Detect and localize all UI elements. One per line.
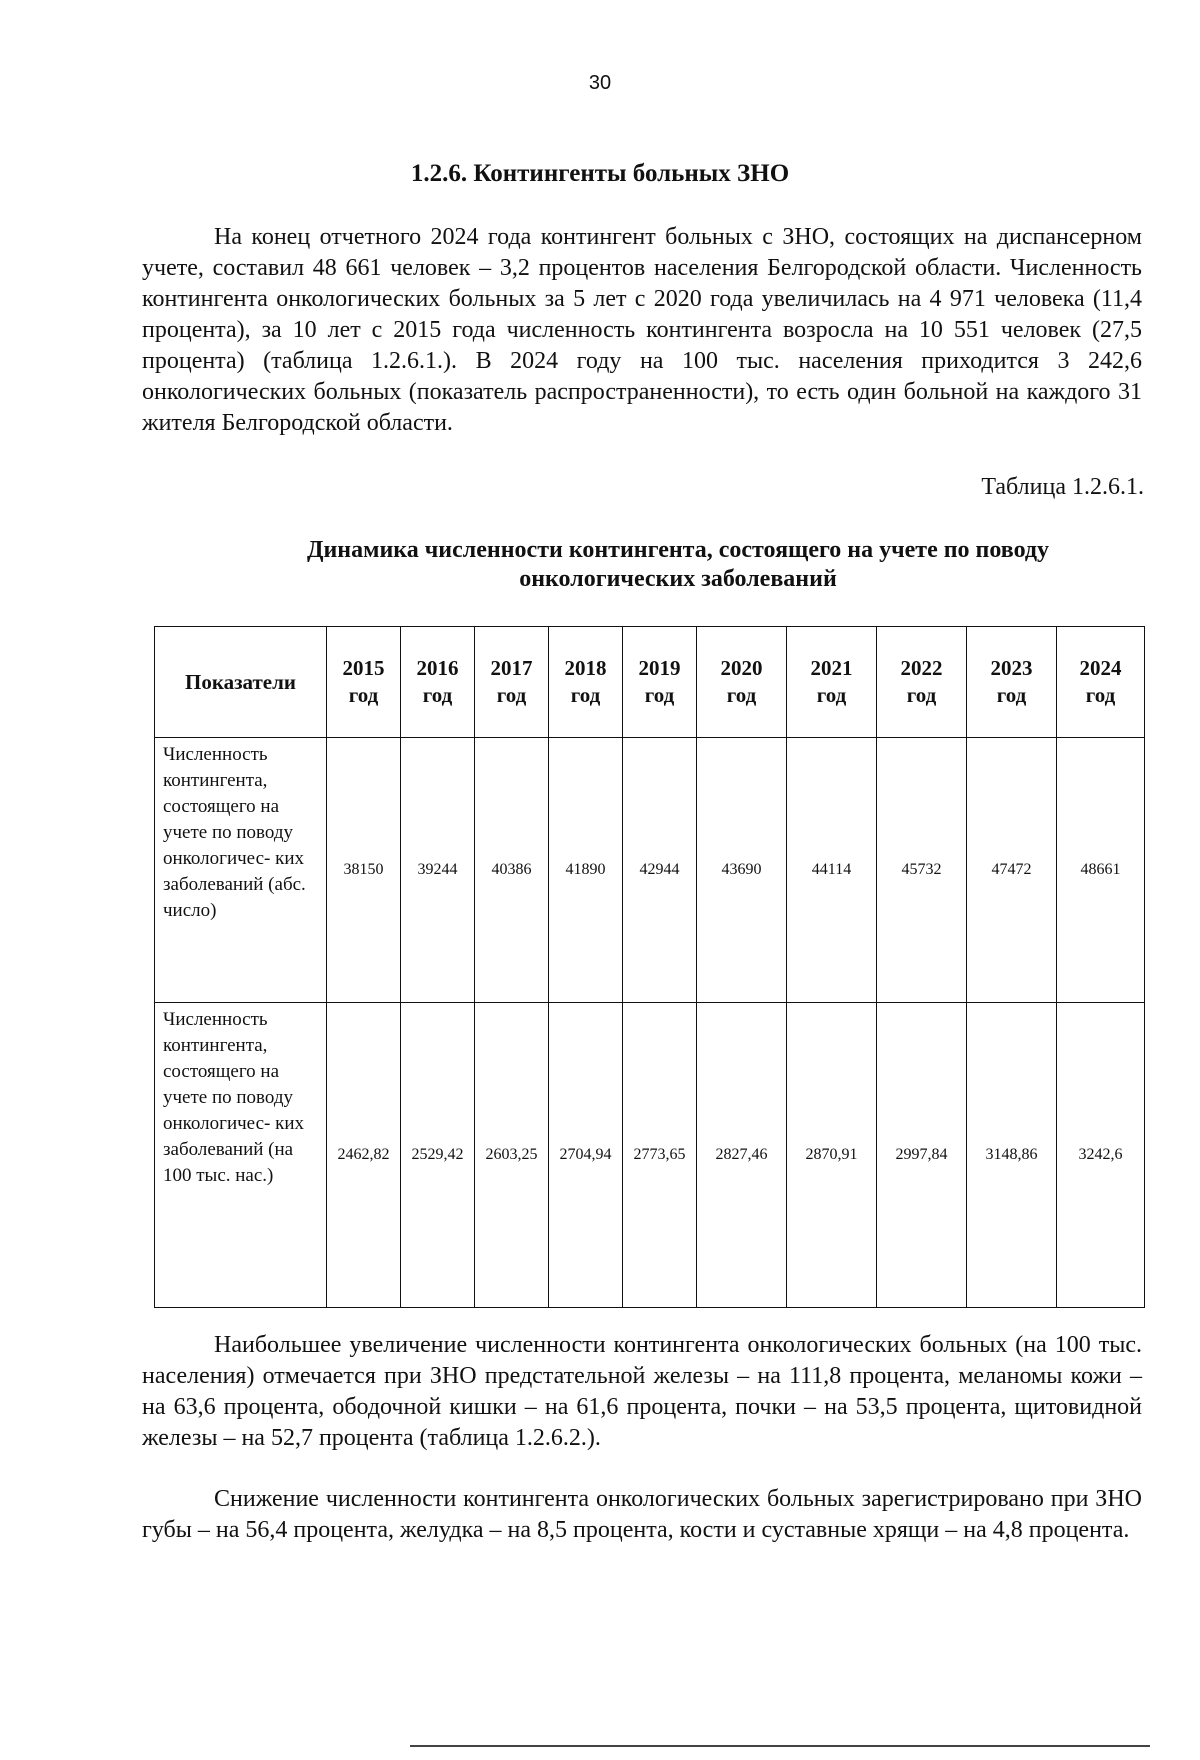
page-number: 30: [588, 72, 612, 94]
row-label: Численность контингента, состоящего на учете по поводу онкологичес- ких заболеваний (абс. число): [155, 738, 327, 1003]
header-year: 2017 год: [475, 627, 549, 738]
table-title: Динамика численности контингента, состоящего на учете по поводу онкологических заболеваний: [306, 537, 1050, 592]
table-cell: 2529,42: [401, 1003, 475, 1308]
table-cell: 3242,6: [1057, 1003, 1145, 1308]
table-cell: 2827,46: [697, 1003, 787, 1308]
row-label: Численность контингента, состоящего на учете по поводу онкологичес- ких заболеваний (на 100 тыс. нас.): [155, 1003, 327, 1308]
table-cell: 38150: [327, 738, 401, 1003]
table-cell: 2704,94: [549, 1003, 623, 1308]
footer-divider: [410, 1745, 1150, 1747]
header-year: 2023 год: [967, 627, 1057, 738]
table-cell: 47472: [967, 738, 1057, 1003]
header-year: 2022 год: [877, 627, 967, 738]
table-cell: 43690: [697, 738, 787, 1003]
header-year: 2018 год: [549, 627, 623, 738]
header-year: 2016 год: [401, 627, 475, 738]
table-cell: 3148,86: [967, 1003, 1057, 1308]
table-row: [155, 1003, 1145, 1308]
header-year: 2024 год: [1057, 627, 1145, 738]
header-year: 2021 год: [787, 627, 877, 738]
table-cell: 45732: [877, 738, 967, 1003]
section-title: 1.2.6. Контингенты больных ЗНО: [410, 160, 790, 187]
contingent-table: [154, 626, 1145, 1308]
header-year: 2015 год: [327, 627, 401, 738]
table-cell: 42944: [623, 738, 697, 1003]
table-cell: 40386: [475, 738, 549, 1003]
table-cell: 2462,82: [327, 1003, 401, 1308]
table-cell: 2870,91: [787, 1003, 877, 1308]
table-row: [155, 738, 1145, 1003]
table-header-row: [155, 627, 1145, 738]
table-cell: 2603,25: [475, 1003, 549, 1308]
table-cell: 2997,84: [877, 1003, 967, 1308]
table-cell: 2773,65: [623, 1003, 697, 1308]
table-cell: 48661: [1057, 738, 1145, 1003]
table-cell: 44114: [787, 738, 877, 1003]
header-indicators: Показатели: [155, 627, 327, 738]
table-label: Таблица 1.2.6.1.: [981, 474, 1144, 500]
paragraph-decrease: Снижение численности контингента онкологических больных зарегистрировано при ЗНО губы – на 56,4 процента, желудка – на 8,5 процента, кости и суставные хрящи – на 4,8 процента.: [142, 1486, 1142, 1543]
paragraph-increase: Наибольшее увеличение численности контингента онкологических больных (на 100 тыс. населения) отмечается при ЗНО предстательной железы – на 111,8 процента, меланомы кожи – на 63,6 процента, ободочной кишки – на 61,6 процента, почки – на 53,5 процента, щитовидной железы – на 52,7 процента (таблица 1.2.6.2.).: [142, 1332, 1142, 1451]
header-year: 2019 год: [623, 627, 697, 738]
table-cell: 39244: [401, 738, 475, 1003]
paragraph-intro: На конец отчетного 2024 года контингент больных с ЗНО, состоящих на диспансерном учете, составил 48 661 человек – 3,2 процентов населения Белгородской области. Численность контингента онкологических больных за 5 лет с 2020 года увеличилась на 4 971 человека (11,4 процента), за 10 лет с 2015 года численность контингента возросла на 10 551 человек (27,5 процента) (таблица 1.2.6.1.). В 2024 году на 100 тыс. населения приходится 3 242,6 онкологических больных (показатель распространенности), то есть один больной на каждого 31 жителя Белгородской области.: [142, 224, 1142, 436]
table-cell: 41890: [549, 738, 623, 1003]
header-year: 2020 год: [697, 627, 787, 738]
